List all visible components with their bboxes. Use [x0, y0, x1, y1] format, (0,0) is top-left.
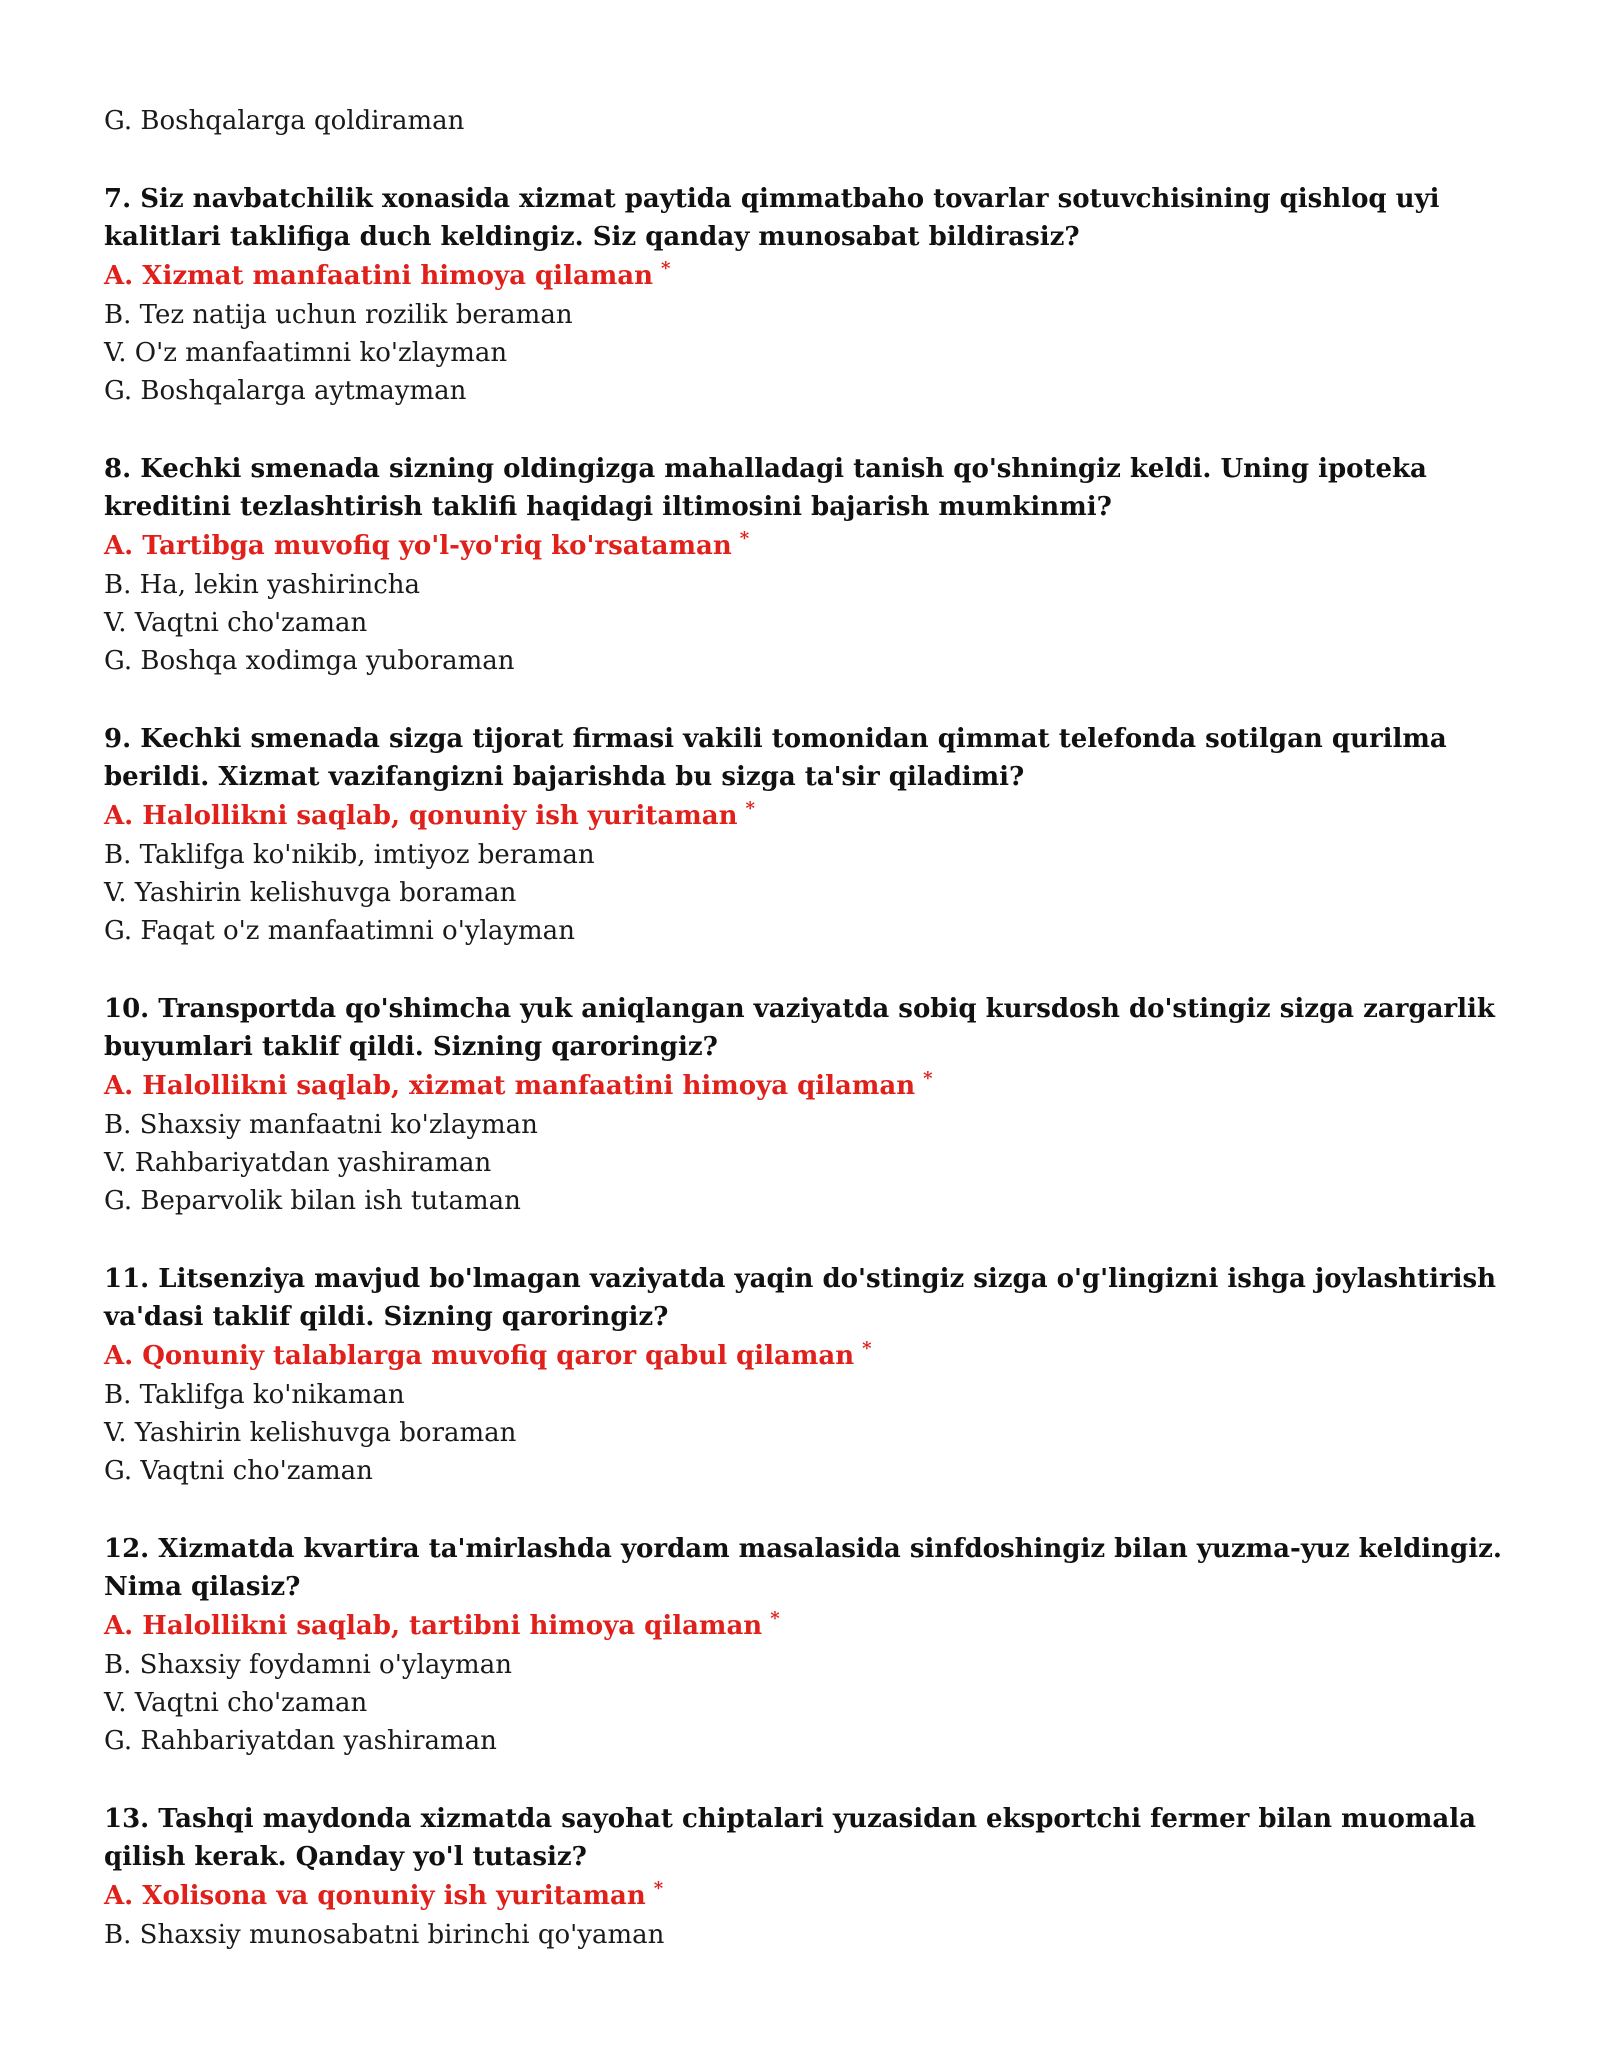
document-page — [104, 102, 1504, 1954]
correct-answer-text: A. Xolisona va qonuniy ish yuritaman — [104, 1881, 646, 1911]
question-text: 13. Tashqi maydonda xizmatda sayohat chiptalari yuzasidan eksportchi fermer bilan muomala qilish kerak. Qanday yo'l tutasiz? — [104, 1804, 1476, 1872]
correct-answer-text: A. Xizmat manfaatini himoya qilaman — [104, 261, 654, 291]
answer-option: V. Yashirin kelishuvga boraman — [104, 1418, 517, 1448]
answer-option: B. Shaxsiy manfaatni ko'zlayman — [104, 1110, 538, 1140]
answer-option: V. Vaqtni cho'zaman — [104, 1688, 368, 1718]
answer-option: G. Vaqtni cho'zaman — [104, 1456, 373, 1486]
answer-option: B. Taklifga ko'nikib, imtiyoz beraman — [104, 840, 595, 870]
answer-option: V. Yashirin kelishuvga boraman — [104, 878, 517, 908]
answer-option: B. Tez natija uchun rozilik beraman — [104, 300, 573, 330]
correct-answer — [104, 796, 1504, 836]
intro-option-line: G. Boshqalarga qoldiraman — [104, 106, 465, 136]
question-block — [104, 1800, 1504, 1954]
correct-answer-text: A. Tartibga muvofiq yo'l-yo'riq ko'rsataman — [104, 531, 732, 561]
question-text: 11. Litsenziya mavjud bo'lmagan vaziyatda yaqin do'stingiz sizga o'g'lingizni ishga joylashtirish va'dasi taklif qildi. Sizning qaroringiz? — [104, 1264, 1497, 1332]
correct-answer-text: A. Halollikni saqlab, xizmat manfaatini himoya qilaman — [104, 1071, 916, 1101]
question-block — [104, 990, 1504, 1220]
question-block — [104, 450, 1504, 680]
correct-answer — [104, 1606, 1504, 1646]
correct-marker-asterisk: * — [739, 528, 750, 549]
answer-option: V. Vaqtni cho'zaman — [104, 608, 368, 638]
question-block — [104, 180, 1504, 410]
correct-answer-text: A. Halollikni saqlab, tartibni himoya qilaman — [104, 1611, 763, 1641]
correct-answer — [104, 526, 1504, 566]
correct-answer — [104, 1066, 1504, 1106]
answer-option: B. Taklifga ko'nikaman — [104, 1380, 405, 1410]
answer-option: G. Beparvolik bilan ish tutaman — [104, 1186, 521, 1216]
correct-marker-asterisk: * — [745, 798, 755, 819]
question-block — [104, 720, 1504, 950]
answer-option: V. Rahbariyatdan yashiraman — [104, 1148, 492, 1178]
correct-marker-asterisk: * — [923, 1068, 933, 1089]
question-block — [104, 1260, 1504, 1490]
question-text: 10. Transportda qo'shimcha yuk aniqlangan vaziyatda sobiq kursdosh do'stingiz sizga zargarlik buyumlari taklif qildi. Sizning qaroringiz? — [104, 994, 1495, 1062]
correct-answer — [104, 256, 1504, 296]
answer-option: B. Shaxsiy munosabatni birinchi qo'yaman — [104, 1920, 665, 1950]
answer-option: G. Rahbariyatdan yashiraman — [104, 1726, 497, 1756]
answer-option: G. Faqat o'z manfaatimni o'ylayman — [104, 916, 575, 946]
correct-answer-text: A. Qonuniy talablarga muvofiq qaror qabul qilaman — [104, 1341, 855, 1371]
question-text: 12. Xizmatda kvartira ta'mirlashda yordam masalasida sinfdoshingiz bilan yuzma-yuz keldingiz. Nima qilasiz? — [104, 1534, 1502, 1602]
answer-option: B. Ha, lekin yashirincha — [104, 570, 421, 600]
question-block — [104, 1530, 1504, 1760]
answer-option: G. Boshqalarga aytmayman — [104, 376, 467, 406]
answer-option: V. O'z manfaatimni ko'zlayman — [104, 338, 508, 368]
answer-option: B. Shaxsiy foydamni o'ylayman — [104, 1650, 512, 1680]
correct-answer — [104, 1336, 1504, 1376]
correct-marker-asterisk: * — [770, 1608, 780, 1629]
answer-option: G. Boshqa xodimga yuboraman — [104, 646, 515, 676]
question-text: 8. Kechki smenada sizning oldingizga mahalladagi tanish qo'shningiz keldi. Uning ipoteka kreditini tezlashtirish taklifi haqidagi iltimosini bajarish mumkinmi? — [104, 454, 1427, 522]
correct-answer-text: A. Halollikni saqlab, qonuniy ish yuritaman — [104, 801, 738, 831]
correct-marker-asterisk: * — [661, 258, 671, 279]
correct-answer — [104, 1876, 1504, 1916]
question-list — [104, 180, 1504, 1954]
question-text: 9. Kechki smenada sizga tijorat firmasi vakili tomonidan qimmat telefonda sotilgan qurilma berildi. Xizmat vazifangizni bajarishda bu sizga ta'sir qiladimi? — [104, 724, 1447, 792]
correct-marker-asterisk: * — [862, 1338, 872, 1359]
question-text: 7. Siz navbatchilik xonasida xizmat paytida qimmatbaho tovarlar sotuvchisining qishloq uyi kalitlari taklifiga duch keldingiz. Siz qanday munosabat bildirasiz? — [104, 184, 1440, 252]
correct-marker-asterisk: * — [653, 1878, 664, 1899]
